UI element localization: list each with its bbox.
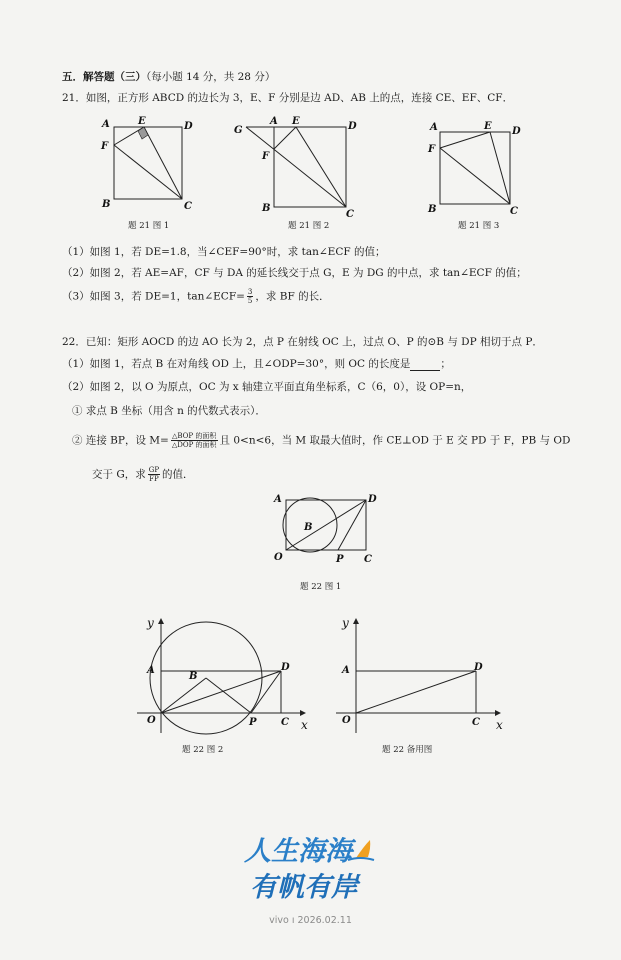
- q21-f1-label-a: A: [102, 119, 110, 130]
- q21-caption-2: 题 21 图 2: [288, 221, 330, 231]
- q21-stem: 21．如图，正方形 ABCD 的边长为 3，E、F 分别是边 AD、AB 上的点，连接 CE、EF、CF．: [62, 92, 514, 104]
- q22-stem: 22．已知：矩形 AOCD 的边 AO 长为 2，点 P 在射线 OC 上，过点 O、P 的⊙B 与 DP 相切于点 P．: [62, 336, 543, 348]
- q21-fraction-den: 5: [247, 297, 253, 305]
- q22-gp-num: GP: [148, 466, 160, 474]
- q21-figure-3: [424, 118, 534, 218]
- q21-f2-label-b: B: [262, 203, 271, 214]
- q22-f1-label-p: P: [336, 554, 344, 565]
- q21-part-3-text: （3）如图 3，若 DE=1，tan∠ECF=: [62, 290, 245, 303]
- footer-stamp: vivo ı 2026.02.11: [269, 915, 352, 926]
- section-title-text: 五．解答题（三）: [62, 71, 146, 83]
- q21-f1-label-c: C: [184, 201, 192, 212]
- q22-part-1-end: ；: [440, 358, 451, 370]
- q22-part-2: （2）如图 2，以 O 为原点，OC 为 x 轴建立平面直角坐标系，C（6，0），设 OP=n，: [62, 381, 472, 393]
- q21-f1-label-f: F: [101, 141, 109, 152]
- q21-f2-label-g: G: [234, 125, 243, 136]
- q21-part-3-end: ，求 BF 的长．: [255, 290, 330, 303]
- q22-f2-label-a: A: [147, 665, 155, 676]
- q21-f2-label-f: F: [262, 151, 270, 162]
- q22-f1-label-o: O: [274, 552, 283, 563]
- q22-m-num: △BOP 的面积: [172, 432, 217, 440]
- q22-sub-2-line-2: [92, 466, 194, 483]
- q22-sub-2: [72, 432, 570, 449]
- q21-part-2: （2）如图 2，若 AE=AF，CF 与 DA 的延长线交于点 G，E 为 DG 的中点，求 tan∠ECF 的值；: [62, 267, 527, 279]
- q22-figure-spare: [332, 615, 512, 740]
- q22-sub-2-a: ② 连接 BP，设 M=: [72, 434, 169, 447]
- q21-f2-label-d: D: [348, 121, 357, 132]
- q22-spare-label-c: C: [472, 717, 480, 728]
- q21-figure-2: [232, 115, 362, 220]
- q22-f2-axis-y: y: [147, 616, 154, 630]
- q22-f1-label-d: D: [368, 494, 377, 505]
- q21-caption-1: 题 21 图 1: [128, 221, 170, 231]
- q21-part-3: [62, 288, 330, 305]
- q22-sub-2-b: 且 0<n<6，当 M 取最大值时，作 CE⊥OD 于 E 交 PD 于 F，PB 与 OD: [219, 434, 571, 447]
- q22-f2-label-p: P: [249, 717, 257, 728]
- q22-f2-axis-x: x: [301, 718, 308, 732]
- q21-f1-label-b: B: [102, 199, 111, 210]
- q21-f3-label-a: A: [430, 122, 438, 133]
- watermark-line-1: 人生海海: [244, 836, 352, 867]
- q22-m-fraction: [171, 432, 218, 449]
- q21-f3-label-c: C: [510, 206, 518, 217]
- q22-spare-label-o: O: [342, 715, 351, 726]
- q22-part-1: [62, 357, 451, 371]
- q22-f1-label-c: C: [364, 554, 372, 565]
- q22-spare-axis-x: x: [496, 718, 503, 732]
- q22-gp-den: FP: [149, 475, 159, 483]
- q22-f2-label-o: O: [147, 715, 156, 726]
- q21-figure-1: [100, 115, 210, 215]
- q22-figure-1: [268, 490, 388, 575]
- q22-m-den: △DOP 的面积: [171, 441, 217, 449]
- q22-caption-1: 题 22 图 1: [300, 582, 342, 592]
- q22-sub-2-d: 的值．: [162, 468, 194, 481]
- q22-sub-1: ① 求点 B 坐标（用含 n 的代数式表示）．: [72, 405, 266, 417]
- watermark-logo: [240, 830, 390, 905]
- q22-sub-2-c: 交于 G，求: [92, 468, 146, 481]
- answer-blank[interactable]: [410, 360, 440, 371]
- q22-figure-2: [135, 615, 315, 740]
- q22-spare-label-d: D: [474, 662, 483, 673]
- q22-f2-label-c: C: [281, 717, 289, 728]
- q21-f3-label-e: E: [484, 121, 492, 132]
- q22-f1-label-b: B: [304, 522, 313, 533]
- q21-caption-3: 题 21 图 3: [458, 221, 500, 231]
- q21-part-1: （1）如图 1，若 DE=1.8，当∠CEF=90°时，求 tan∠ECF 的值；: [62, 246, 386, 258]
- q22-f1-label-a: A: [274, 494, 282, 505]
- q21-part-3-fraction: [247, 288, 253, 305]
- q21-f2-label-c: C: [346, 209, 354, 220]
- q21-f2-label-e: E: [292, 116, 300, 127]
- q21-f1-label-d: D: [184, 121, 193, 132]
- q22-caption-spare: 题 22 备用图: [382, 745, 433, 755]
- q22-spare-label-a: A: [342, 665, 350, 676]
- q21-fraction-num: 3: [247, 288, 253, 296]
- q22-spare-axis-y: y: [342, 616, 349, 630]
- q21-f2-label-a: A: [270, 116, 278, 127]
- q22-gp-fraction: [148, 466, 160, 483]
- q21-f1-label-e: E: [138, 116, 146, 127]
- q22-caption-2: 题 22 图 2: [182, 745, 224, 755]
- q22-part-1-text: （1）如图 1，若点 B 在对角线 OD 上，且∠ODP=30°，则 OC 的长度是: [62, 358, 411, 370]
- section-title: [62, 70, 275, 84]
- q21-f3-label-b: B: [428, 204, 437, 215]
- section-note: （每小题 14 分，共 28 分）: [146, 71, 276, 83]
- q21-f3-label-f: F: [428, 144, 436, 155]
- q21-f3-label-d: D: [512, 126, 521, 137]
- q22-f2-label-b: B: [189, 671, 198, 682]
- watermark-line-2: 有帆有岸: [250, 872, 358, 903]
- q22-f2-label-d: D: [281, 662, 290, 673]
